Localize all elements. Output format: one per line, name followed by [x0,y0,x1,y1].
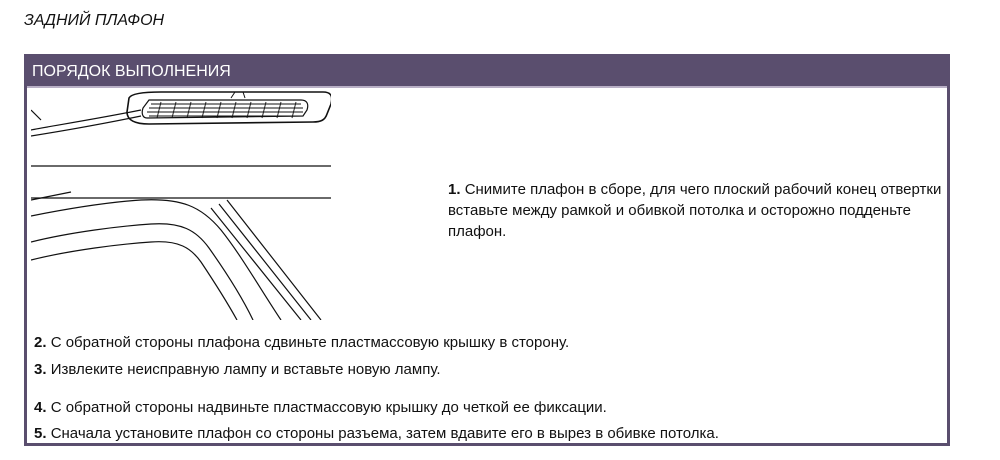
step-text: С обратной стороны надвиньте пластмассовую крышку до четкой ее фиксации. [50,399,607,416]
panel-header: ПОРЯДОК ВЫПОЛНЕНИЯ [27,57,947,88]
page-title: ЗАДНИЙ ПЛАФОН [24,12,165,29]
step-4 [34,397,607,418]
step-text: С обратной стороны плафона сдвиньте пластмассовую крышку в сторону. [50,334,570,351]
step-1 [448,179,948,242]
step-5 [34,423,719,444]
step-number: 2. [34,334,47,351]
procedure-panel [24,54,950,446]
step-text: Извлеките неисправную лампу и вставьте новую лампу. [50,361,441,378]
step-3 [34,359,441,380]
step-2 [34,332,569,353]
step-text: Сначала установите плафон со стороны разъема, затем вдавите его в вырез в обивке потолка. [50,425,719,442]
ceiling-lamp-removal-illustration [31,90,331,320]
step-text: Снимите плафон в сборе, для чего плоский рабочий конец отвертки вставьте между рамкой и обивкой потолка и осторожно подденьте плафон. [448,181,942,240]
step-number: 1. [448,181,461,198]
step-number: 5. [34,425,47,442]
step-number: 4. [34,399,47,416]
step-number: 3. [34,361,47,378]
